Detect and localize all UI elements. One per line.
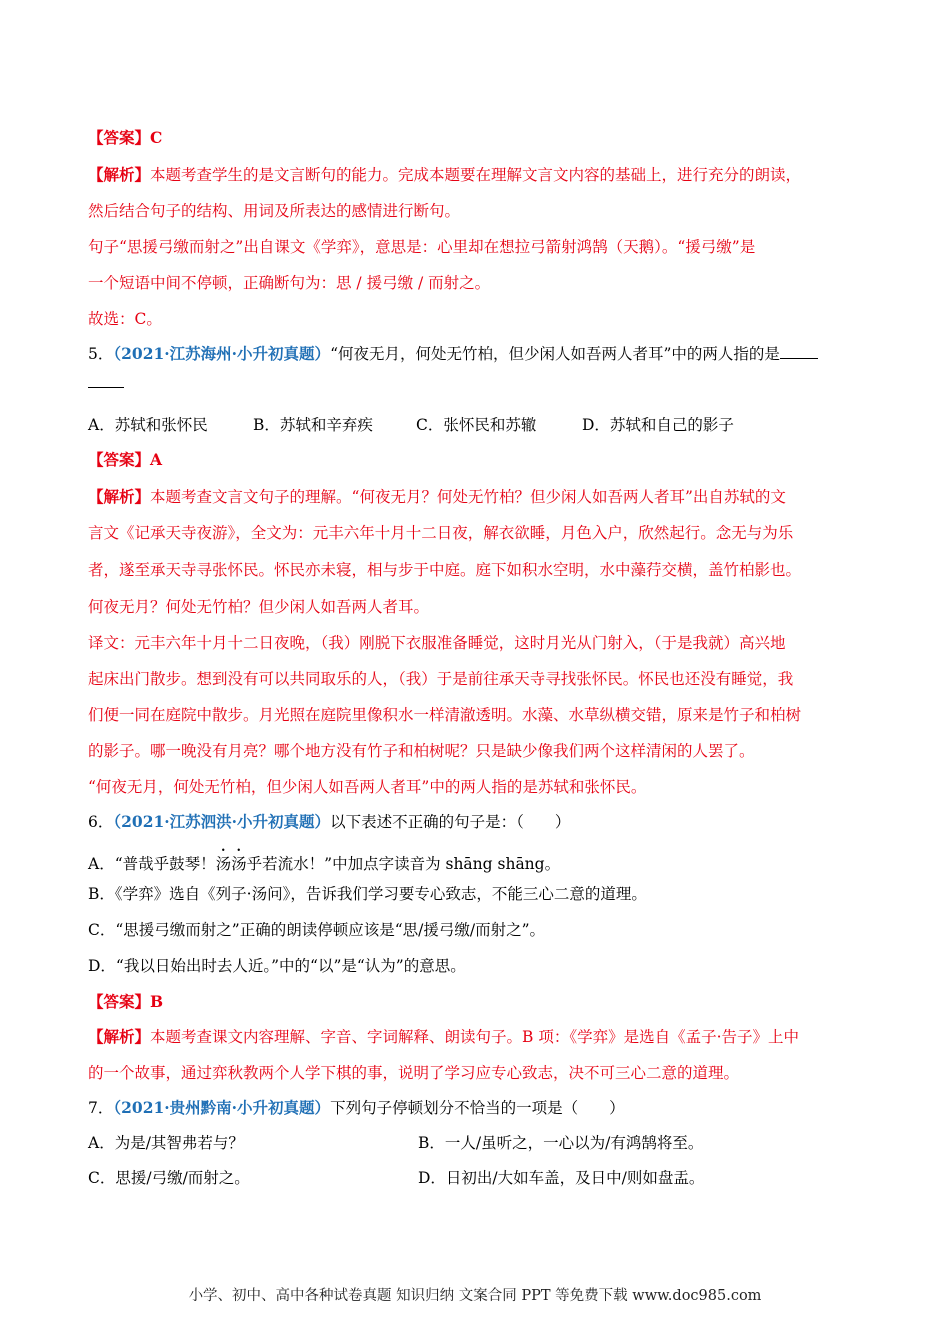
answer-value: B: [150, 992, 164, 1011]
q7-option-b: B．一人/虽听之，一心以为/有鸿鹄将至。: [418, 1134, 704, 1152]
q7-option-c: C．思援/弓缴/而射之。: [88, 1169, 250, 1187]
q5-answer: [88, 449, 868, 471]
q4-analysis-line-3: 句子“思援弓缴而射之”出自课文《学弈》，意思是：心里却在想拉弓箭射鸿鹄（天鹅）。“援弓缴”是: [88, 238, 756, 256]
q4-analysis-line-2: 然后结合句子的结构、用词及所表达的感情进行断句。: [88, 202, 461, 220]
question-number: 6．: [88, 813, 114, 831]
dotted-characters: 汤汤: [215, 855, 247, 873]
question-text: 以下表述不正确的句子是：（ ）: [330, 813, 571, 831]
answer-value: C: [150, 128, 163, 147]
answer-tag: 【答案】: [88, 992, 151, 1011]
q5-analysis-line-8: 的影子。哪一晚没有月亮？哪个地方没有竹子和柏树呢？只是缺少像我们两个这样清闲的人罢了。: [88, 742, 755, 760]
q6-analysis-line-1: 【解析】本题考查课文内容理解、字音、字词解释、朗读句子。B 项：《学弈》是选自《孟子·告子》上中: [88, 1027, 800, 1046]
q5-analysis-line-5: 译文：元丰六年十月十二日夜晚，（我）刚脱下衣服准备睡觉，这时月光从门射入，（于是我就）高兴地: [88, 634, 786, 652]
q7-option-d: D．日初出/大如车盖，及日中/则如盘盂。: [418, 1169, 705, 1187]
q5-option-b: B．苏轼和辛弃疾: [253, 416, 373, 434]
q6-option-d: D．“我以日始出时去人近。”中的“以”是“认为”的意思。: [88, 957, 466, 975]
q5-analysis-line-4: 何夜无月？何处无竹柏？但少闲人如吾两人者耳。: [88, 598, 430, 616]
page-footer: 小学、初中、高中各种试卷真题 知识归纳 文案合同 PPT 等免费下载 www.doc985.com: [188, 1288, 762, 1304]
q4-analysis-line-5: 故选：C。: [88, 310, 162, 328]
answer-tag: 【答案】: [88, 450, 151, 469]
q5-option-d: D．苏轼和自己的影子: [582, 416, 734, 434]
q5-analysis-line-3: 者，遂至承天寺寻张怀民。怀民亦未寝，相与步于中庭。庭下如积水空明，水中藻荇交横，盖竹柏影也。: [88, 561, 802, 579]
answer-blank: [88, 386, 124, 388]
question-source: （2021·江苏泗洪·小升初真题）: [113, 812, 331, 831]
q5-stem: [88, 343, 868, 365]
answer-tag: 【答案】: [88, 128, 151, 147]
q7-option-a: A．为是/其智弗若与？: [88, 1134, 244, 1152]
q5-analysis-line-2: 言文《记承天寺夜游》，全文为：元丰六年十月十二日夜，解衣欲睡，月色入户，欣然起行。念无与为乐: [88, 524, 794, 542]
question-text: 下列句子停顿划分不恰当的一项是（ ）: [330, 1099, 625, 1117]
question-source: （2021·江苏海州·小升初真题）: [113, 344, 331, 363]
answer-blank: [780, 357, 818, 359]
q4-analysis-line-4: 一个短语中间不停顿，正确断句为：思 / 援弓缴 / 而射之。: [88, 274, 491, 292]
analysis-tag: 【解析】: [88, 1027, 151, 1046]
analysis-tag: 【解析】: [88, 487, 151, 506]
q5-analysis-line-1: 【解析】本题考查文言文句子的理解。“何夜无月？何处无竹柏？但少闲人如吾两人者耳”出自苏轼的文: [88, 487, 786, 506]
question-number: 7．: [88, 1099, 114, 1117]
q5-analysis-line-9: “何夜无月，何处无竹柏，但少闲人如吾两人者耳”中的两人指的是苏轼和张怀民。: [88, 778, 647, 796]
q6-analysis-line-2: 的一个故事，通过弈秋教两个人学下棋的事，说明了学习应专心致志，决不可三心二意的道理。: [88, 1064, 740, 1082]
analysis-tag: 【解析】: [88, 165, 151, 184]
question-number: 5．: [88, 345, 114, 363]
question-text: “何夜无月，何处无竹柏，但少闲人如吾两人者耳”中的两人指的是: [330, 345, 780, 363]
q5-analysis-line-6: 起床出门散步。想到没有可以共同取乐的人，（我）于是前往承天寺寻找张怀民。怀民也还没有睡觉，我: [88, 670, 794, 688]
q6-option-b: B．《学弈》选自《列子·汤问》，告诉我们学习要专心致志，不能三心二意的道理。: [88, 885, 647, 903]
q5-analysis-line-7: 们便一同在庭院中散步。月光照在庭院里像积水一样清澈透明。水藻、水草纵横交错，原来是竹子和柏树: [88, 706, 802, 724]
q5-option-c: C．张怀民和苏辙: [416, 416, 537, 434]
q7-stem: [88, 1097, 868, 1119]
question-source: （2021·贵州黔南·小升初真题）: [113, 1098, 331, 1117]
q6-answer: [88, 991, 868, 1013]
q6-stem: [88, 811, 868, 833]
answer-value: A: [150, 450, 163, 469]
q4-answer: [88, 127, 868, 149]
q5-blank-continued: [88, 372, 868, 394]
q5-option-a: A．苏轼和张怀民: [88, 416, 208, 434]
q6-option-c: C．“思援弓缴而射之”正确的朗读停顿应该是“思/援弓缴/而射之”。: [88, 921, 546, 939]
q6-option-a: A．“普哉乎鼓琴！汤汤乎若流水！”中加点字读音为 shāng shāng。: [88, 855, 561, 873]
q4-analysis-line-1: 【解析】本题考查学生的是文言断句的能力。完成本题要在理解文言文内容的基础上，进行充分的朗读，: [88, 165, 802, 184]
